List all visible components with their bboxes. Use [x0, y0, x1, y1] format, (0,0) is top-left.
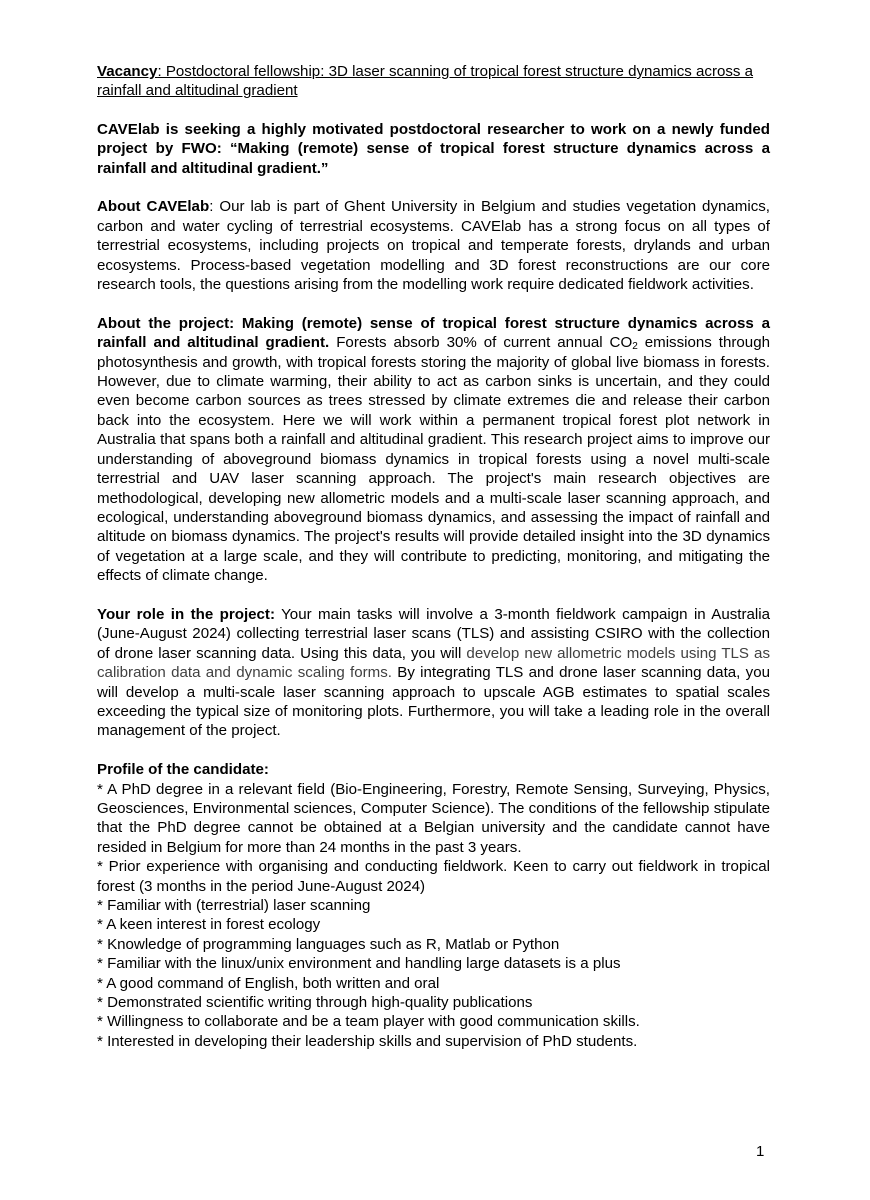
role-text-highlight: develop new allometric models using TLS as calibration data and dynamic scaling forms.	[97, 644, 770, 682]
page-number: 1	[756, 1143, 765, 1160]
about-lab-paragraph	[97, 197, 770, 294]
about-project-text-end: emissions through photosynthesis and growth, with tropical forests storing the majority of global live biomass in forests. However, due to climate warming, their ability to act as carbon sinks is uncertain, and they could even become carbon sources as trees stressed by climate extremes die and release their carbon back into the ecosystem. Here we will work within a permanent tropical forest plot network in Australia that spans both a rainfall and altitudinal gradient. This research project aims to improve our understanding of aboveground biomass dynamics in tropical forests using a novel multi-scale terrestrial and UAV laser scanning approach. The project's main research objectives are methodological, developing new allometric models and a multi-scale laser scanning approach, and ecological, understanding aboveground biomass dynamics, and assessing the impact of rainfall and altitude on biomass dynamics. The project's results will provide detailed insight into the 3D dynamics of vegetation at a large scale, and they will contribute to predicting, monitoring, and mitigating the effects of climate change.	[97, 334, 770, 585]
about-project-text-start: Forests absorb 30% of current annual CO	[329, 334, 633, 352]
vacancy-label: Vacancy	[97, 63, 158, 80]
profile-item: * A good command of English, both written and oral	[97, 974, 440, 992]
vacancy-title	[97, 62, 770, 101]
role-paragraph	[97, 605, 770, 741]
about-lab-heading: About CAVElab	[97, 198, 210, 216]
about-lab-text: : Our lab is part of Ghent University in Belgium and studies vegetation dynamics, carbon and water cycling of terrestrial ecosystems. CAVElab has a strong focus on all types of terrestrial ecosystems, including projects on tropical and temperate forests, drylands and urban ecosystems. Process-based vegetation modelling and 3D forest reconstructions are our core research tools, the questions arising from the modelling work require dedicated fieldwork activities.	[97, 198, 770, 294]
profile-item: * Familiar with the linux/unix environment and handling large datasets is a plus	[97, 955, 621, 973]
profile-item: * Willingness to collaborate and be a team player with good communication skills.	[97, 1013, 640, 1031]
role-text-start: Your main tasks will involve a 3-month fieldwork campaign in Australia (June-August 2024) collecting terrestrial laser scans (TLS) and assisting CSIRO with the collection of drone laser scanning data. Using this data, you will	[97, 605, 770, 662]
intro-paragraph: CAVElab is seeking a highly motivated postdoctoral researcher to work on a newly funded project by FWO: “Making (remote) sense of tropical forest structure dynamics across a rainfall and altitudinal gradient.”	[97, 120, 770, 177]
about-project-paragraph	[97, 314, 770, 586]
profile-item: * Knowledge of programming languages such as R, Matlab or Python	[97, 935, 560, 953]
profile-item: * Prior experience with organising and conducting fieldwork. Keen to carry out fieldwork in tropical forest (3 months in the period June-August 2024)	[97, 858, 770, 895]
vacancy-title-text: : Postdoctoral fellowship: 3D laser scanning of tropical forest structure dynamics across a rainfall and altitudinal gradient	[97, 63, 754, 100]
profile-item: * A keen interest in forest ecology	[97, 916, 321, 934]
document-body	[97, 62, 770, 1051]
profile-item: * Interested in developing their leadership skills and supervision of PhD students.	[97, 1032, 638, 1050]
role-text-end: By integrating TLS and drone laser scanning data, you will develop a multi-scale laser scanning approach to upscale AGB estimates to spatial scales exceeding the typical size of monitoring plots. Furthermore, you will take a leading role in the overall management of the project.	[97, 664, 770, 740]
profile-item: * A PhD degree in a relevant field (Bio-Engineering, Forestry, Remote Sensing, Surveying, Physics, Geosciences, Environmental sciences, Computer Science). The conditions of the fellowship stipulate that the PhD degree cannot be obtained at a Belgian university and the candidate cannot have resided in Belgium for more than 24 months in the past 3 years.	[97, 780, 770, 856]
about-project-heading: About the project: Making (remote) sense of tropical forest structure dynamics across a rainfall and altitudinal gradient.	[97, 314, 770, 352]
role-heading: Your role in the project:	[97, 605, 275, 623]
profile-heading: Profile of the candidate:	[97, 761, 269, 779]
profile-item: * Demonstrated scientific writing through high-quality publications	[97, 994, 533, 1012]
profile-item: * Familiar with (terrestrial) laser scanning	[97, 897, 371, 914]
co2-subscript: 2	[632, 341, 638, 353]
profile-list	[97, 780, 770, 1052]
